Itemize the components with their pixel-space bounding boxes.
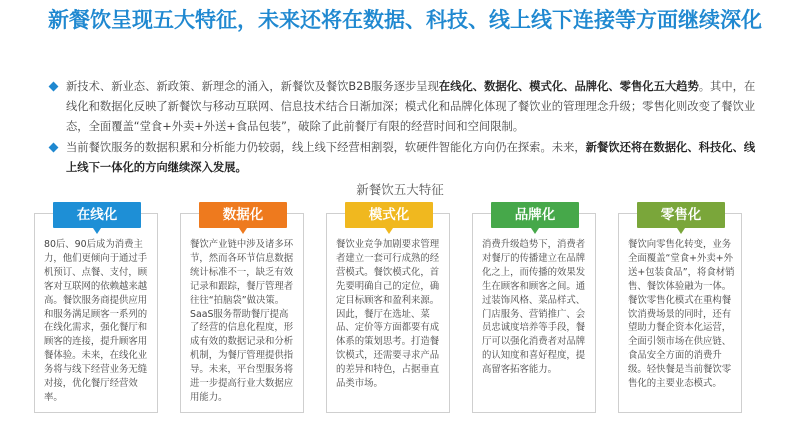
page-title: 新餐饮呈现五大特征，未来还将在数据、科技、线上线下连接等方面继续深化 [48,8,762,32]
bullet-item [46,77,766,137]
bullet-highlight: 在线化、数据化、模式化、品牌化、零售化五大趋势 [438,80,699,93]
diamond-bullet-icon [49,143,59,153]
feature-card-label: 品牌化 [491,202,579,228]
feature-card-label: 模式化 [345,202,433,228]
feature-card-retail [618,207,742,413]
bullet-list [46,77,766,179]
bullet-text: 新技术、新业态、新政策、新理念的涌入，新餐饮及餐饮B2B服务逐步呈现 [66,80,439,93]
bullet-item [46,138,766,178]
feature-card-online [34,207,158,413]
section-title: 新餐饮五大特征 [356,182,444,197]
feature-card-label: 零售化 [637,202,725,228]
feature-card-text: 消费升级趋势下，消费者对餐厅的传播建立在品牌化之上，而传播的效果发生在顾客和顾客之间。通过装饰风格、菜品样式、门店服务、营销推广、会员忠诚度培养等手段，餐厅可以强化消费者对品牌的认知度和喜好程度，提高留客拓客能力。 [482,239,586,376]
feature-card-model [326,207,450,413]
bullet-highlight: 新餐饮还将在数据化、科技化、线上线下一体化的方向继续深入发展。 [66,141,756,174]
feature-card-data [180,207,304,413]
feature-card-label: 在线化 [53,202,141,228]
feature-card-text: 80后、90后成为消费主力，他们更倾向于通过手机预订、点餐、支付，顾客对互联网的依赖越来越高。餐饮服务商提供应用和服务满足顾客一系列的在线化需求，强化餐厅和顾客的连接，提升顾客用餐体验。未来，在线化业务将与线下经营业务无缝对接，优化餐厅经营效率。 [44,239,148,403]
bullet-text: 。其中，在线化和数据化反映了新餐饮与移动互联网、信息技术结合日渐加深；模式化和品牌化体现了餐饮业的管理理念升级；零售化则改变了餐饮业态，全面覆盖“堂食+外卖+外送+食品包装”，破除了此前餐厅有限的经营时间和空间限制。 [66,80,756,133]
diamond-bullet-icon [49,82,59,92]
feature-card-text: 餐饮业竞争加剧要求管理者建立一套可行成熟的经营模式。餐饮模式化，首先要明确自己的定位，确定目标顾客和盈利来源。因此，餐厅在选址、菜品、定价等方面都要有成体系的策划思考。打造餐饮模式，还需要寻求产品的差异和特色，占据垂直品类市场。 [336,239,440,390]
feature-card-text: 餐饮向零售化转变，业务全面覆盖“堂食+外卖+外送+包装食品”，将食材销售、餐饮体验融为一体。餐饮零售化模式在重构餐饮消费场景的同时，还有望助力餐企资本化运营，全面引领市场在供应链、食品安全方面的消费升级。轻快餐是当前餐饮零售化的主要业态模式。 [628,239,735,390]
bullet-text: 当前餐饮服务的数据积累和分析能力仍较弱，线上线下经营相割裂，软硬件智能化方向仍在探索。未来， [66,141,586,154]
feature-card-text: 餐饮产业链中涉及诸多环节，然而各环节信息数据统计标准不一，缺乏有效记录和跟踪，餐厅管理者往往“拍脑袋”做决策。SaaS服务帮助餐厅提高了经营的信息化程度，形成有效的数据记录和分析机制，为餐厅管理提供指导。未来，平台型服务将进一步提高行业大数据应用能力。 [190,239,294,403]
feature-card-brand [472,207,596,413]
feature-card-label: 数据化 [199,202,287,228]
